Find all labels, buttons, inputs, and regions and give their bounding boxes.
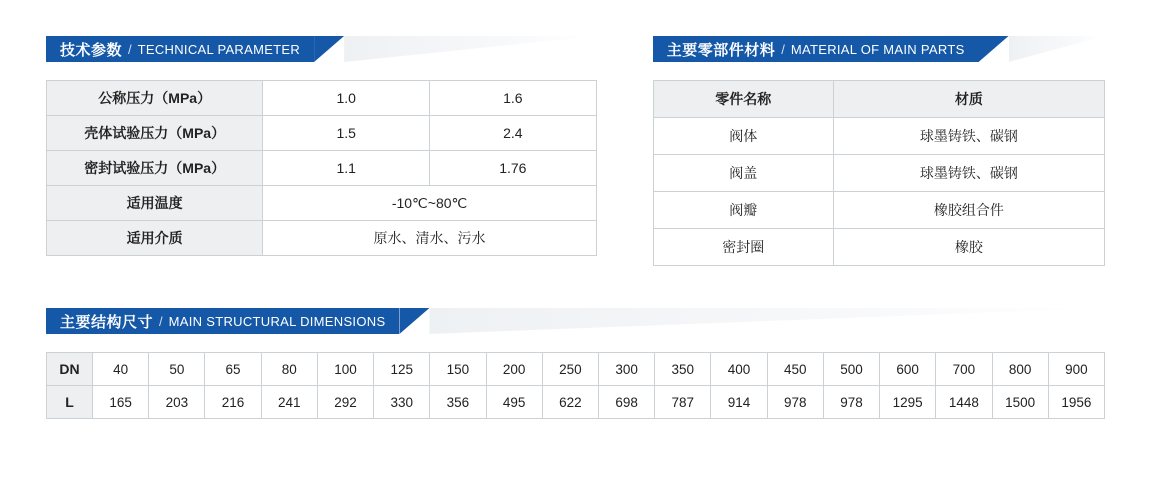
dn-cell: 150 (430, 353, 486, 386)
heading-separator: / (159, 313, 163, 329)
table-row (653, 155, 1104, 192)
dn-cell: 80 (261, 353, 317, 386)
row-value: 1.6 (429, 81, 596, 116)
row-label-dn: DN (47, 353, 93, 386)
part-name: 阀体 (653, 118, 833, 155)
dn-cell: 500 (823, 353, 879, 386)
row-label: 公称压力（MPa） (47, 81, 263, 116)
l-cell: 698 (598, 386, 654, 419)
table-row (47, 116, 597, 151)
main-structural-dimensions-section (46, 308, 1105, 419)
row-label: 壳体试验压力（MPa） (47, 116, 263, 151)
dn-cell: 450 (767, 353, 823, 386)
row-label: 适用介质 (47, 221, 263, 256)
part-material: 球墨铸铁、碳钢 (833, 155, 1104, 192)
part-material: 球墨铸铁、碳钢 (833, 118, 1104, 155)
dimensions-heading (46, 308, 1105, 334)
l-cell: 165 (93, 386, 149, 419)
l-cell: 1295 (880, 386, 936, 419)
heading-bar (46, 308, 399, 334)
l-cell: 978 (823, 386, 879, 419)
top-section-row (46, 36, 1105, 266)
l-cell: 356 (430, 386, 486, 419)
l-cell: 787 (655, 386, 711, 419)
technical-parameter-heading (46, 36, 597, 62)
row-value: 1.1 (263, 151, 430, 186)
heading-trailing-line (429, 308, 1105, 334)
heading-trailing-line (344, 36, 597, 62)
dn-cell: 600 (880, 353, 936, 386)
l-cell: 978 (767, 386, 823, 419)
l-cell: 292 (317, 386, 373, 419)
dn-cell: 300 (598, 353, 654, 386)
column-header: 零件名称 (653, 81, 833, 118)
technical-parameter-table (46, 80, 597, 256)
l-cell: 216 (205, 386, 261, 419)
heading-tail-shape (399, 308, 429, 334)
heading-title-en: TECHNICAL PARAMETER (137, 41, 301, 57)
table-row (653, 229, 1104, 266)
material-of-main-parts-column (653, 36, 1105, 266)
dimension-l-row (47, 386, 1105, 419)
dn-cell: 800 (992, 353, 1048, 386)
row-value: 1.76 (429, 151, 596, 186)
row-value-merged: 原水、清水、污水 (263, 221, 596, 256)
heading-tail-shape (979, 36, 1009, 62)
heading-tail-shape (314, 36, 344, 62)
table-row (47, 81, 597, 116)
dn-cell: 350 (655, 353, 711, 386)
table-header-row (653, 81, 1104, 118)
column-header: 材质 (833, 81, 1104, 118)
row-value-merged: -10℃~80℃ (263, 186, 596, 221)
l-cell: 330 (374, 386, 430, 419)
dn-cell: 250 (542, 353, 598, 386)
row-value: 2.4 (429, 116, 596, 151)
dn-cell: 65 (205, 353, 261, 386)
heading-title-en: MAIN STRUCTURAL DIMENSIONS (168, 313, 386, 329)
part-material: 橡胶组合件 (833, 192, 1104, 229)
material-heading (653, 36, 1105, 62)
table-row (47, 186, 597, 221)
heading-title-cn: 主要零部件材料 (666, 41, 776, 59)
part-material: 橡胶 (833, 229, 1104, 266)
l-cell: 1448 (936, 386, 992, 419)
l-cell: 495 (486, 386, 542, 419)
row-label: 适用温度 (47, 186, 263, 221)
table-row (653, 192, 1104, 229)
heading-bar (653, 36, 979, 62)
part-name: 阀盖 (653, 155, 833, 192)
material-table (653, 80, 1105, 266)
dn-cell: 50 (149, 353, 205, 386)
dimension-dn-row (47, 353, 1105, 386)
heading-title-cn: 主要结构尺寸 (60, 313, 154, 331)
table-row (47, 221, 597, 256)
dn-cell: 900 (1048, 353, 1104, 386)
row-label: 密封试验压力（MPa） (47, 151, 263, 186)
dn-cell: 40 (93, 353, 149, 386)
row-value: 1.0 (263, 81, 430, 116)
dn-cell: 200 (486, 353, 542, 386)
part-name: 密封圈 (653, 229, 833, 266)
dn-cell: 400 (711, 353, 767, 386)
table-row (653, 118, 1104, 155)
heading-separator: / (128, 41, 132, 57)
technical-parameter-column (46, 36, 597, 266)
l-cell: 203 (149, 386, 205, 419)
l-cell: 1500 (992, 386, 1048, 419)
heading-separator: / (781, 41, 785, 57)
heading-title-en: MATERIAL OF MAIN PARTS (790, 41, 965, 57)
table-row (47, 151, 597, 186)
row-value: 1.5 (263, 116, 430, 151)
heading-title-cn: 技术参数 (60, 41, 123, 59)
heading-bar (46, 36, 314, 62)
l-cell: 241 (261, 386, 317, 419)
l-cell: 622 (542, 386, 598, 419)
dn-cell: 125 (374, 353, 430, 386)
dn-cell: 100 (317, 353, 373, 386)
l-cell: 1956 (1048, 386, 1104, 419)
dimension-table (46, 352, 1105, 419)
l-cell: 914 (711, 386, 767, 419)
row-label-l: L (47, 386, 93, 419)
part-name: 阀瓣 (653, 192, 833, 229)
heading-trailing-line (1009, 36, 1105, 62)
dn-cell: 700 (936, 353, 992, 386)
